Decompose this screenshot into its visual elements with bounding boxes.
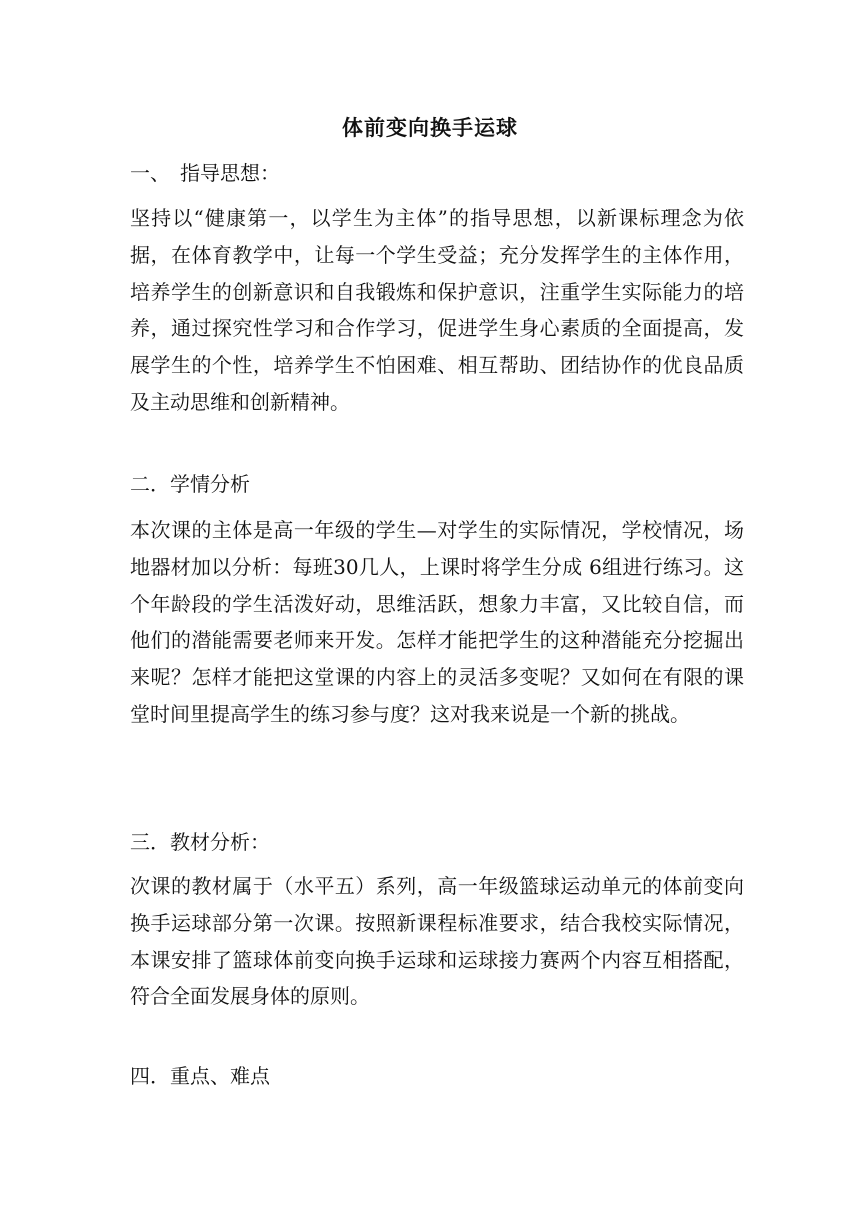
section-heading-student-analysis: 二．学情分析 xyxy=(130,472,250,496)
section-heading-guiding-ideology xyxy=(130,155,750,191)
document-title: 体前变向换手运球 xyxy=(342,116,518,140)
section-number: 一、 xyxy=(130,161,170,185)
section-body-student-analysis: 本次课的主体是高一年级的学生—对学生的实际情况，学校情况，场地器材加以分析：每班30几人，上课时将学生分成 6组进行练习。这个年龄段的学生活泼好动，思维活跃，想象力丰富，又比较自信，而他们的潜能需要老师来开发。怎样才能把学生的这种潜能充分挖掘出来呢？怎样才能把这堂课的内容上的灵活多变呢？又如何在有限的课堂时间里提高学生的练习参与度？这对我来说是一个新的挑战。 xyxy=(130,518,744,726)
section-heading-key-points: 四．重点、难点 xyxy=(130,1064,270,1088)
section-heading-textbook-analysis: 三．教材分析： xyxy=(130,830,270,854)
section-body-guiding-ideology: 坚持以“健康第一，以学生为主体”的指导思想，以新课标理念为依据，在体育教学中，让每一个学生受益；充分发挥学生的主体作用，培养学生的创新意识和自我锻炼和保护意识，注重学生实际能力的培养，通过探究性学习和合作学习，促进学生身心素质的全面提高，发展学生的个性，培养学生不怕困难、相互帮助、团结协作的优良品质及主动思维和创新精神。 xyxy=(130,206,744,414)
section-heading-text: 指导思想： xyxy=(180,161,280,185)
section-body-textbook-analysis: 次课的教材属于（水平五）系列，高一年级篮球运动单元的体前变向换手运球部分第一次课。按照新课程标准要求，结合我校实际情况，本课安排了篮球体前变向换手运球和运球接力赛两个内容互相搭配，符合全面发展身体的原则。 xyxy=(130,874,744,1009)
